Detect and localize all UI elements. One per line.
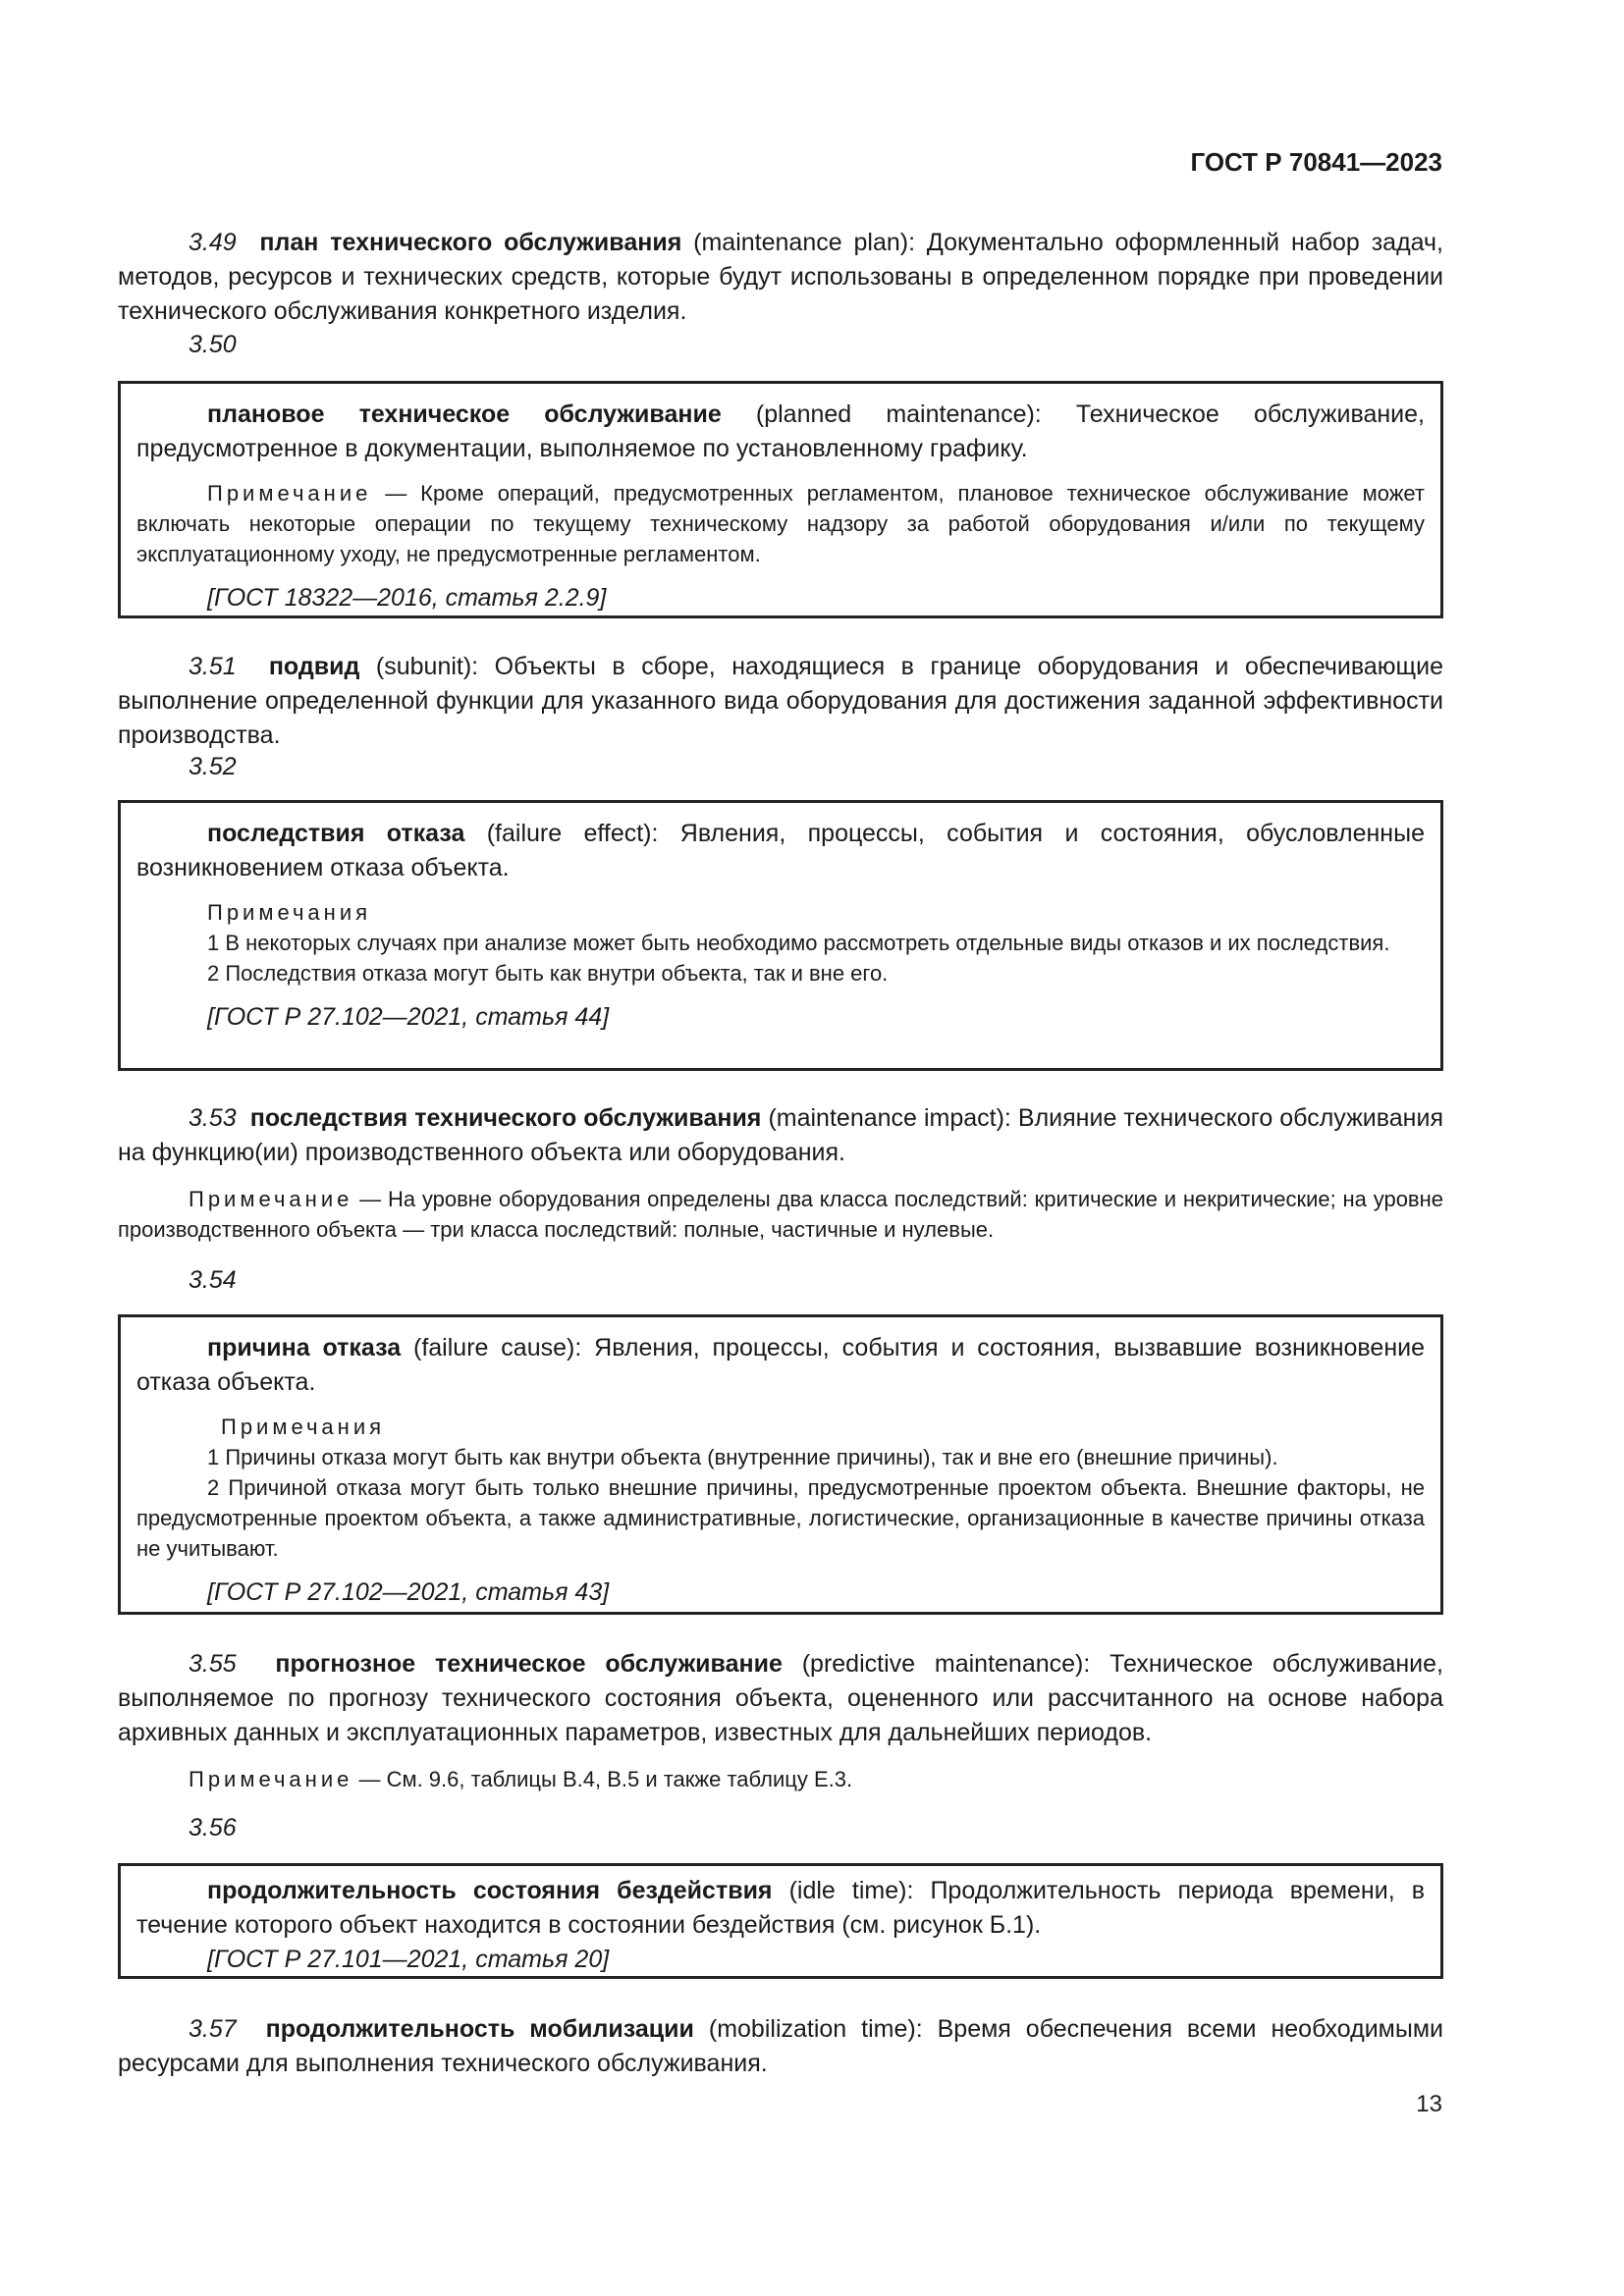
note-text: — Кроме операций, предусмотренных регламентом, плановое техническое обслуживание может включать некоторые операции по текущему техническому надзору за работой оборудования и/или по текущему эксплуатационному уходу, не предусмотренные регламентом. bbox=[136, 481, 1425, 566]
term-title: продолжительность мобилизации bbox=[265, 2015, 694, 2043]
note-item: 1 Причины отказа могут быть как внутри объекта (внутренние причины), так и вне его (внешние причины). bbox=[207, 1445, 1278, 1469]
note-label: Примечание bbox=[189, 1767, 353, 1791]
note-text: — На уровне оборудования определены два класса последствий: критические и некритические; на уровне производственного объекта — три класса последствий: полные, частичные и нулевые. bbox=[118, 1187, 1443, 1242]
term-number: 3.49 bbox=[189, 229, 237, 256]
term-title: последствия отказа bbox=[207, 820, 465, 847]
source-reference: [ГОСТ Р 27.102—2021, статья 44] bbox=[207, 1003, 610, 1031]
document-header: ГОСТ Р 70841—2023 bbox=[1190, 147, 1442, 177]
term-3-51 bbox=[118, 650, 1443, 753]
term-box-3-54 bbox=[118, 1314, 1443, 1615]
term-definition: (maintenance impact): Влияние технического обслуживания на функцию(ии) производственного объекта или оборудования. bbox=[118, 1104, 1443, 1166]
term-number-3-54: 3.54 bbox=[189, 1266, 237, 1294]
term-box-3-56 bbox=[118, 1863, 1443, 1979]
term-title: продолжительность состояния бездействия bbox=[207, 1877, 773, 1904]
note-item: 2 Последствия отказа могут быть как внутри объекта, так и вне его. bbox=[207, 961, 889, 986]
term-number-3-56: 3.56 bbox=[189, 1814, 237, 1842]
notes-label: Примечания bbox=[207, 900, 372, 925]
note-label: Примечание bbox=[189, 1187, 353, 1211]
term-definition: (subunit): Объекты в сборе, находящиеся в границе оборудования и обеспечивающие выполнение определенной функции для указанного вида оборудования для достижения заданной эффективности производства. bbox=[118, 653, 1443, 749]
term-number: 3.57 bbox=[189, 2015, 237, 2043]
source-reference: [ГОСТ Р 27.102—2021, статья 43] bbox=[207, 1578, 610, 1606]
term-title: план технического обслуживания bbox=[259, 229, 682, 256]
term-title: плановое техническое обслуживание bbox=[207, 400, 722, 428]
term-definition: (mobilization time): Время обеспечения всеми необходимыми ресурсами для выполнения технического обслуживания. bbox=[118, 2015, 1443, 2077]
term-definition: (planned maintenance): Техническое обслуживание, предусмотренное в документации, выполняемое по установленному графику. bbox=[136, 400, 1425, 462]
term-number: 3.51 bbox=[189, 653, 237, 680]
note-label: Примечание bbox=[207, 481, 372, 506]
term-definition: (idle time): Продолжительность периода времени, в течение которого объект находится в состоянии бездействия (см. рисунок Б.1). bbox=[136, 1877, 1425, 1939]
term-number: 3.55 bbox=[189, 1650, 237, 1678]
term-title: последствия технического обслуживания bbox=[249, 1104, 762, 1132]
term-title: прогнозное техническое обслуживание bbox=[275, 1650, 783, 1678]
term-title: причина отказа bbox=[207, 1334, 402, 1362]
term-title: подвид bbox=[268, 653, 360, 680]
source-reference: [ГОСТ 18322—2016, статья 2.2.9] bbox=[207, 584, 607, 612]
term-number: 3.53 bbox=[189, 1104, 237, 1132]
notes-label: Примечания bbox=[221, 1415, 386, 1439]
term-number-3-50: 3.50 bbox=[189, 331, 237, 358]
term-box-3-52 bbox=[118, 800, 1443, 1071]
term-number-3-52: 3.52 bbox=[189, 753, 237, 780]
note-item: 2 Причиной отказа могут быть только внешние причины, предусмотренные проектом объекта. Внешние факторы, не предусмотренные проектом объекта, а также административные, логистические, организационные в качестве причины отказа не учитывают. bbox=[136, 1475, 1425, 1561]
term-definition: (failure cause): Явления, процессы, события и состояния, вызвавшие возникновение отказа объекта. bbox=[136, 1334, 1425, 1396]
term-definition: (predictive maintenance): Техническое обслуживание, выполняемое по прогнозу технического состояния объекта, оцененного или рассчитанного на основе набора архивных данных и эксплуатационных параметров, известных для дальнейших периодов. bbox=[118, 1650, 1443, 1746]
term-definition: (maintenance plan): Документально оформленный набор задач, методов, ресурсов и технических средств, которые будут использованы в определенном порядке при проведении технического обслуживания конкретного изделия. bbox=[118, 229, 1443, 325]
term-3-55 bbox=[118, 1647, 1443, 1794]
source-reference: [ГОСТ Р 27.101—2021, статья 20] bbox=[207, 1946, 610, 1973]
page-number: 13 bbox=[1416, 2091, 1442, 2117]
term-definition: (failure effect): Явления, процессы, события и состояния, обусловленные возникновением отказа объекта. bbox=[136, 820, 1425, 881]
note-text: — См. 9.6, таблицы В.4, В.5 и также таблицу Е.3. bbox=[352, 1767, 853, 1791]
term-3-53 bbox=[118, 1101, 1443, 1245]
term-3-49 bbox=[118, 226, 1443, 329]
term-3-57 bbox=[118, 2012, 1443, 2081]
term-box-3-50 bbox=[118, 381, 1443, 618]
note-item: 1 В некоторых случаях при анализе может быть необходимо рассмотреть отдельные виды отказов и их последствия. bbox=[207, 931, 1390, 955]
